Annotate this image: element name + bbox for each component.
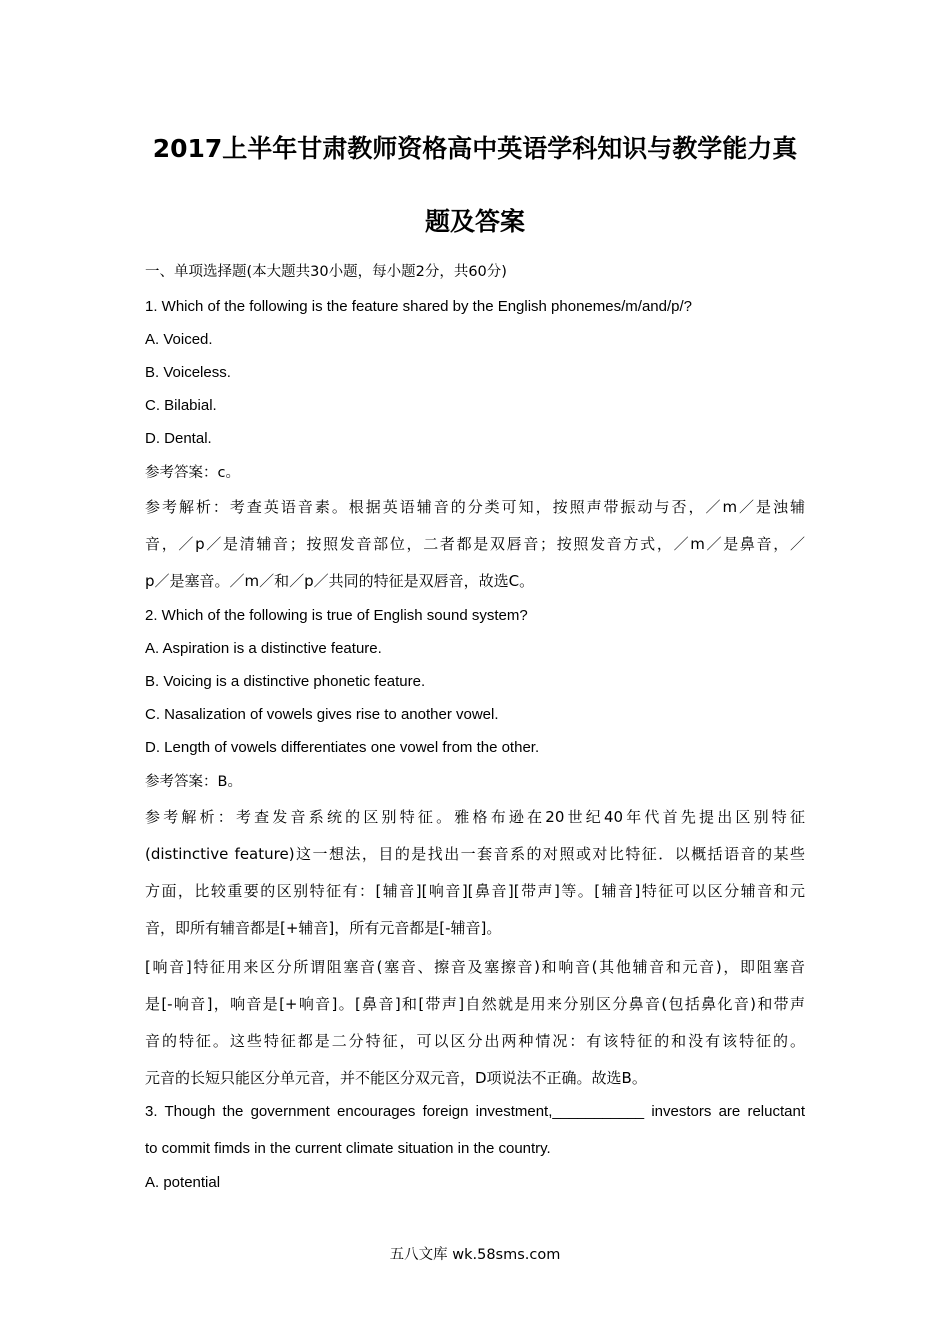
- analysis-line: p／是塞音。／m／和／p／共同的特征是双唇音，故选C。: [145, 572, 535, 590]
- question-3-option-a: A. potential: [145, 1174, 221, 1191]
- question-2-analysis-part-1: [145, 807, 805, 955]
- question-2-option-b: B. Voicing is a distinctive phonetic feature.: [145, 673, 426, 690]
- question-2-answer: 参考答案：B。: [145, 774, 242, 790]
- question-2-option-d: D. Length of vowels differentiates one vowel from the other.: [145, 739, 540, 756]
- analysis-line: 参考解析：考查英语音素。根据英语辅音的分类可知，按照声带振动与否，／m／是浊辅: [145, 498, 805, 516]
- analysis-line: 参考解析：考查发音系统的区别特征。雅格布逊在20世纪40年代首先提出区别特征: [145, 808, 805, 826]
- document-title-line-2: 题及答案: [424, 207, 525, 236]
- question-1-option-c: C. Bilabial.: [145, 397, 217, 414]
- analysis-line: 元音的长短只能区分单元音，并不能区分双元音，D项说法不正确。故选B。: [145, 1069, 647, 1087]
- question-1-option-d: D. Dental.: [145, 430, 212, 447]
- question-2-option-c: C. Nasalization of vowels gives rise to another vowel.: [145, 706, 499, 723]
- analysis-line: [响音]特征用来区分所谓阻塞音(塞音、擦音及塞擦音)和响音(其他辅音和元音)，即阻塞音: [145, 958, 805, 976]
- analysis-line: (distinctive feature)这一想法，目的是找出一套音系的对照或对比特征．以概括语音的某些: [145, 845, 805, 863]
- question-3-stem: [145, 1102, 805, 1176]
- question-1-option-b: B. Voiceless.: [145, 364, 231, 381]
- question-3-stem-line: to commit fimds in the current climate situation in the country.: [145, 1140, 551, 1157]
- question-1-stem: 1. Which of the following is the feature shared by the English phonemes/m/and/p/?: [145, 298, 692, 315]
- question-2-analysis-part-2: [145, 957, 805, 1105]
- question-2-option-a: A. Aspiration is a distinctive feature.: [145, 640, 382, 657]
- document-title-line-1: 2017上半年甘肃教师资格高中英语学科知识与教学能力真: [152, 134, 798, 163]
- question-1-answer: 参考答案：c。: [145, 465, 240, 481]
- question-1-analysis: [145, 497, 805, 608]
- analysis-line: 方面，比较重要的区别特征有：[辅音][响音][鼻音][带声]等。[辅音]特征可以区分辅音和元: [145, 882, 805, 900]
- analysis-line: 音，／p／是清辅音；按照发音部位，二者都是双唇音；按照发音方式，／m／是鼻音，／: [145, 535, 805, 553]
- analysis-line: 音的特征。这些特征都是二分特征，可以区分出两种情况：有该特征的和没有该特征的。: [145, 1032, 805, 1050]
- question-2-stem: 2. Which of the following is true of English sound system?: [145, 607, 528, 624]
- question-1-option-a: A. Voiced.: [145, 331, 213, 348]
- page-footer: 五八文库 wk.58sms.com: [389, 1247, 561, 1263]
- section-heading: 一、单项选择题(本大题共30小题，每小题2分，共60分): [145, 264, 507, 280]
- analysis-line: 音，即所有辅音都是[+辅音]，所有元音都是[-辅音]。: [145, 919, 502, 937]
- question-3-stem-line: 3. Though the government encourages foreign investment,___________ investors are reluctant: [145, 1103, 805, 1120]
- analysis-line: 是[-响音]，响音是[+响音]。[鼻音]和[带声]自然就是用来分别区分鼻音(包括鼻化音)和带声: [145, 995, 805, 1013]
